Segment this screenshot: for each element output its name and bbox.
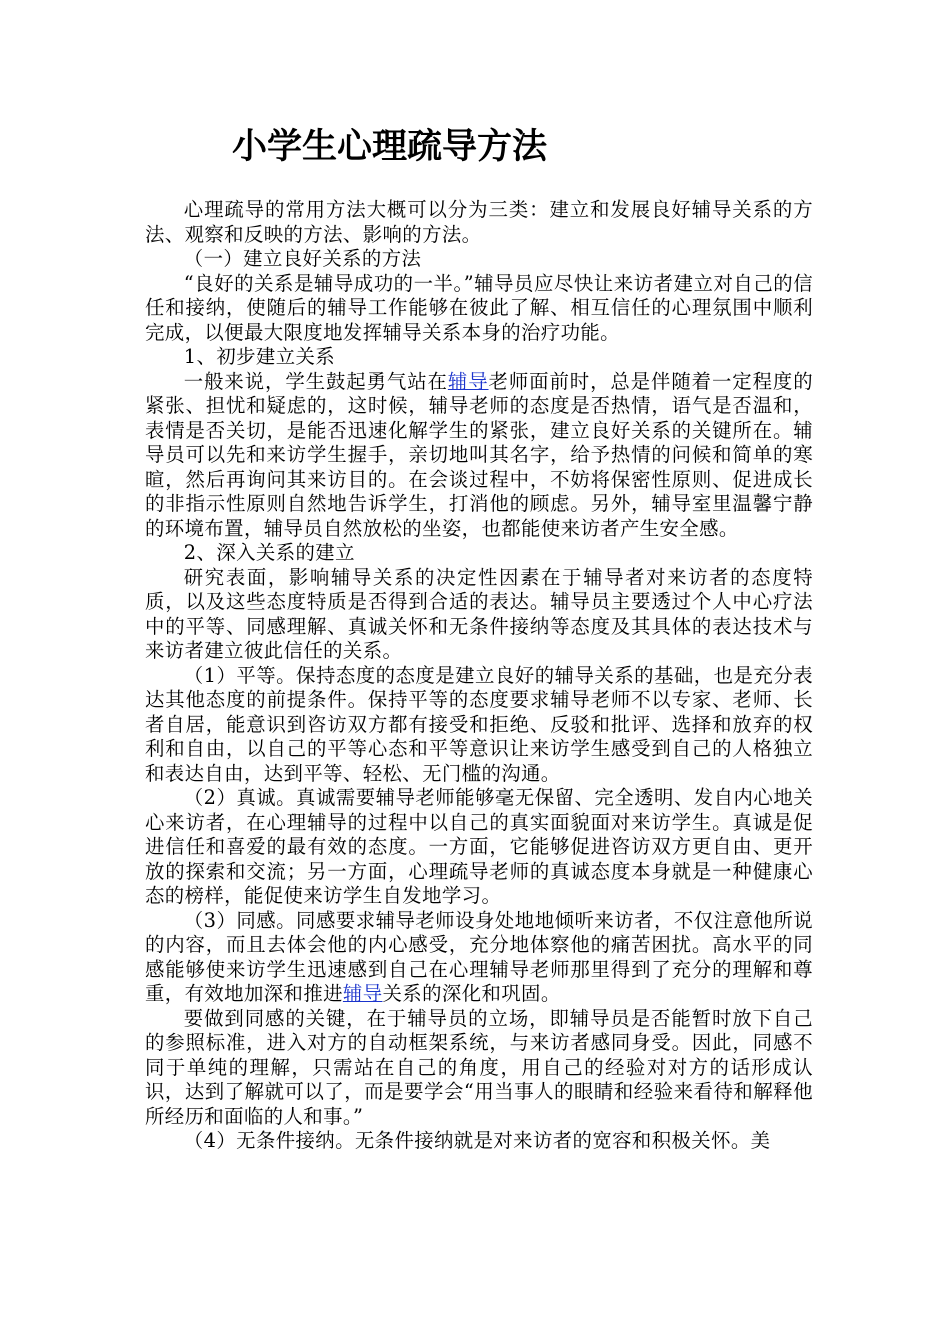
- paragraph-text-part: 关系的深化和巩固。: [382, 982, 561, 1005]
- subheading-deep-relationship: 2、深入关系的建立: [183, 541, 355, 564]
- paragraph-text-part: 老师面前时，总是伴随着一定程度的紧张、担忧和疑虑的，这时候，辅导老师的态度是否热情，语气是否温和，表情是否关切，是能否迅速化解学生的紧张，建立良好关系的关键所在。辅导员可以先和来访学生握手，亲切地叫其名字，给予热情的问候和简单的寒暄，然后再询问其来访目的。在会谈过程中，不妨将保密性原则、促进成长的非指示性原则自然地告诉学生，打消他的顾虑。另外，辅导室里温馨宁静的环境布置，辅导员自然放松的坐姿，也都能使来访者产生安全感。: [145, 369, 814, 540]
- paragraph-equality: （1）平等。保持态度的态度是建立良好的辅导关系的基础，也是充分表达其他态度的前提条件。保持平等的态度要求辅导老师不以专家、老师、长者自居，能意识到咨访双方都有接受和拒绝、反驳和批评、选择和放弃的权利和自由，以自己的平等心态和平等意识让来访学生感受到自己的人格独立和表达自由，达到平等、轻松、无门槛的沟通。: [145, 663, 813, 785]
- document-body: [145, 198, 813, 1154]
- section-heading-1: （一）建立良好关系的方法: [183, 247, 422, 270]
- document-title: 小学生心理疏导方法: [232, 126, 548, 167]
- paragraph-sincerity: （2）真诚。真诚需要辅导老师能够毫无保留、完全透明、发自内心地关心来访者，在心理辅导的过程中以自己的真实面貌面对来访学生。真诚是促进信任和喜爱的最有效的态度。一方面，它能够促进咨访双方更自由、更开放的探索和交流；另一方面，心理疏导老师的真诚态度本身就是一种健康心态的榜样，能促使来访学生自发地学习。: [145, 786, 813, 907]
- paragraph-empathy: [145, 909, 813, 1007]
- fudao-link[interactable]: 辅导: [447, 369, 489, 393]
- fudao-link[interactable]: 辅导: [342, 982, 383, 1005]
- quote-paragraph: “良好的关系是辅导成功的一半。”辅导员应尽快让来访者建立对自己的信任和接纳，使随后的辅导工作能够在彼此了解、相互信任的心理氛围中顺利完成，以便最大限度地发挥辅导关系本身的治疗功能。: [145, 271, 813, 344]
- subheading-initial-relationship: 1、初步建立关系: [183, 345, 336, 368]
- paragraph-text-part: 一般来说，学生鼓起勇气站在: [183, 369, 448, 393]
- paragraph-initial-relationship: [145, 370, 813, 542]
- paragraph-text-part: （3）同感。同感要求辅导老师设身处地地倾听来访者，不仅注意他所说的内容，而且去体会他的内心感受，充分地体察他的痛苦困扰。高水平的同感能够使来访学生迅速感到自己在心理辅导老师那里得到了充分的理解和尊重，有效地加深和推进: [145, 908, 813, 1005]
- paragraph-unconditional-acceptance: （4）无条件接纳。无条件接纳就是对来访者的宽容和积极关怀。美: [183, 1129, 771, 1152]
- intro-paragraph: 心理疏导的常用方法大概可以分为三类：建立和发展良好辅导关系的方法、观察和反映的方法、影响的方法。: [145, 198, 813, 246]
- paragraph-empathy-key: 要做到同感的关键，在于辅导员的立场，即辅导员是否能暂时放下自己的参照标准，进入对方的自动框架系统，与来访者感同身受。因此，同感不同于单纯的理解，只需站在自己的角度，用自己的经验对对方的话形成认识，达到了解就可以了，而是要学会“用当事人的眼睛和经验来看待和解释他所经历和面临的人和事。”: [145, 1006, 813, 1128]
- paragraph-research: 研究表面，影响辅导关系的决定性因素在于辅导者对来访者的态度特质，以及这些态度特质是否得到合适的表达。辅导员主要透过个人中心疗法中的平等、同感理解、真诚关怀和无条件接纳等态度及其具体的表达技术与来访者建立彼此信任的关系。: [145, 565, 813, 662]
